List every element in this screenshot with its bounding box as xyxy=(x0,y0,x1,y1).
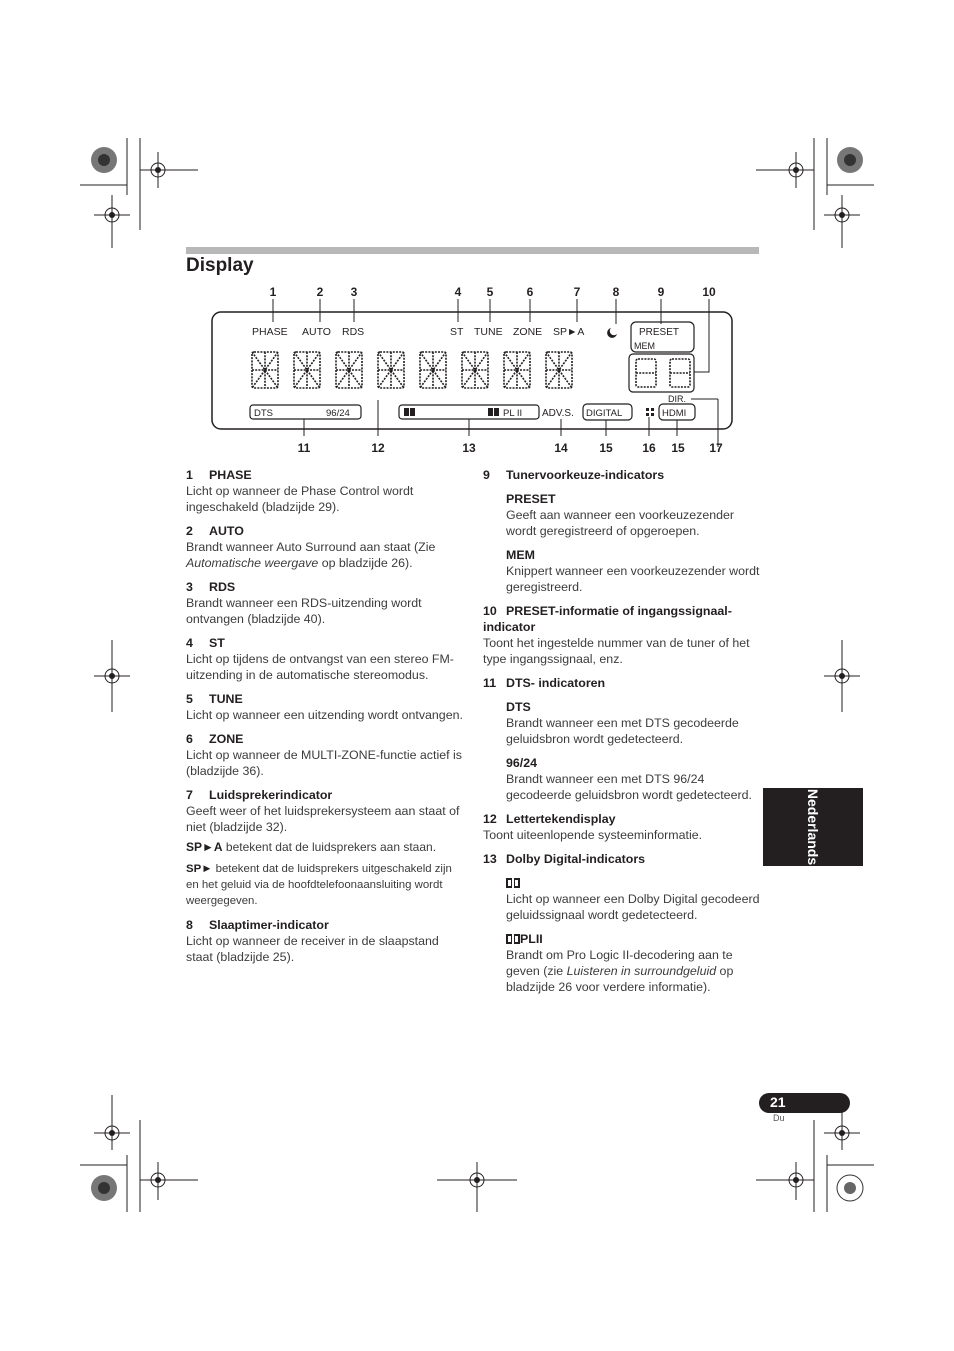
item-6: 6 ZONE Licht op wanneer de MULTI-ZONE-functie actief is (bladzijde 36). xyxy=(186,732,462,778)
dir-indicator: DIR. xyxy=(668,394,686,404)
mem-indicator: MEM xyxy=(634,341,655,351)
advs-indicator: ADV.S. xyxy=(542,408,574,419)
preset-indicator: PRESET xyxy=(639,327,680,338)
st-indicator: ST xyxy=(450,326,464,338)
dolby-icon xyxy=(506,878,520,888)
item-12: 12 Lettertekendisplay Toont uiteenlopende systeeminformatie. xyxy=(483,812,703,842)
hdmi-indicator: HDMI xyxy=(662,408,687,419)
callout-15a: 15 xyxy=(599,441,613,455)
zone-indicator: ZONE xyxy=(513,326,543,338)
callout-9: 9 xyxy=(657,285,665,299)
callout-7: 7 xyxy=(573,285,581,299)
sleep-icon xyxy=(607,328,617,338)
auto-indicator: AUTO xyxy=(302,326,331,338)
item-11: 11 DTS- indicatoren DTS Brandt wanneer een met DTS gecodeerde geluidsbron wordt gedetecteerd. 96/24 Brandt wanneer een met DTS 96/24 gecodeerde geluidsbron wordt gedetecteerd. xyxy=(483,676,752,802)
callout-8: 8 xyxy=(612,285,620,299)
page-number: 21 xyxy=(770,1094,786,1110)
page-language: Du xyxy=(773,1113,785,1123)
callout-4: 4 xyxy=(454,285,462,299)
multi-channel-icon xyxy=(646,408,654,416)
callout-16: 16 xyxy=(642,441,656,455)
left-column xyxy=(186,467,466,973)
item-1: 1 PHASE Licht op wanneer de Phase Control wordt ingeschakeld (bladzijde 29). xyxy=(186,468,414,514)
phase-indicator: PHASE xyxy=(252,326,288,338)
item-8: 8 Slaaptimer-indicator Licht op wanneer de receiver in de slaapstand staat (bladzijde 25). xyxy=(186,918,439,964)
dolby-icon xyxy=(404,408,415,416)
dolby-icon xyxy=(506,934,520,944)
callout-12: 12 xyxy=(371,441,385,455)
spa-indicator: SP►A xyxy=(553,326,585,338)
callout-1: 1 xyxy=(269,285,277,299)
section-rule xyxy=(186,247,759,254)
dts-indicator: DTS xyxy=(254,408,273,419)
page-title: Display xyxy=(186,255,254,276)
callout-17: 17 xyxy=(709,441,723,455)
dolby-icon xyxy=(488,408,499,416)
callout-14: 14 xyxy=(554,441,568,455)
callout-6: 6 xyxy=(526,285,534,299)
callout-5: 5 xyxy=(486,285,494,299)
item-2: 2 AUTO Brandt wanneer Auto Surround aan staat (Zie Automatische weergave op bladzijde 26). xyxy=(186,524,436,570)
item-5: 5 TUNE Licht op wanneer een uitzending wordt ontvangen. xyxy=(186,692,463,722)
display-diagram xyxy=(186,280,759,460)
callout-11: 11 xyxy=(297,441,311,455)
language-tab: Nederlands xyxy=(763,788,863,866)
item-4: 4 ST Licht op tijdens de ontvangst van een stereo FM-uitzending in de automatische stereomodus. xyxy=(186,636,454,682)
item-10: 10 PRESET-informatie of ingangssignaal-indicator Toont het ingestelde nummer van de tuner of het type ingangssignaal, enz. xyxy=(483,604,750,666)
right-column xyxy=(483,467,763,1003)
item-9: 9 Tunervoorkeuze-indicators PRESET Geeft aan wanneer een voorkeuzezender wordt geregistreerd of opgeroepen. MEM Knippert wanneer een voorkeuzezender wordt geregistreerd. xyxy=(483,468,760,594)
callout-10: 10 xyxy=(702,285,716,299)
item-3: 3 RDS Brandt wanneer een RDS-uitzending wordt ontvangen (bladzijde 40). xyxy=(186,580,422,626)
dts-9624-indicator: 96/24 xyxy=(326,408,350,419)
character-display xyxy=(252,352,572,388)
callout-15b: 15 xyxy=(671,441,685,455)
preset-digits xyxy=(636,359,690,387)
item-13: 13 Dolby Digital-indicators Licht op wanneer een Dolby Digital gecodeerd geluidssignaal wordt gedetecteerd. PLII Brandt om Pro Logic II-decodering aan te geven (zie Luisteren in surroundgeluid op bladzijde 26 voor verdere informatie). xyxy=(483,852,760,994)
digital-indicator: DIGITAL xyxy=(586,408,623,419)
callout-3: 3 xyxy=(350,285,358,299)
pl2-indicator: PL II xyxy=(503,408,523,419)
callout-13: 13 xyxy=(462,441,476,455)
callout-2: 2 xyxy=(316,285,324,299)
item-7: 7 Luidsprekerindicator Geeft weer of het luidsprekersysteem aan staat of niet (bladzijde 32). SP►A betekent dat de luidsprekers aan staan. SP► betekent dat de luidsprekers uitgeschakeld zijn en het geluid via de hoofdtelefoonaansluiting wordt weergegeven. xyxy=(186,788,460,907)
tune-indicator: TUNE xyxy=(474,326,503,338)
rds-indicator: RDS xyxy=(342,326,365,338)
